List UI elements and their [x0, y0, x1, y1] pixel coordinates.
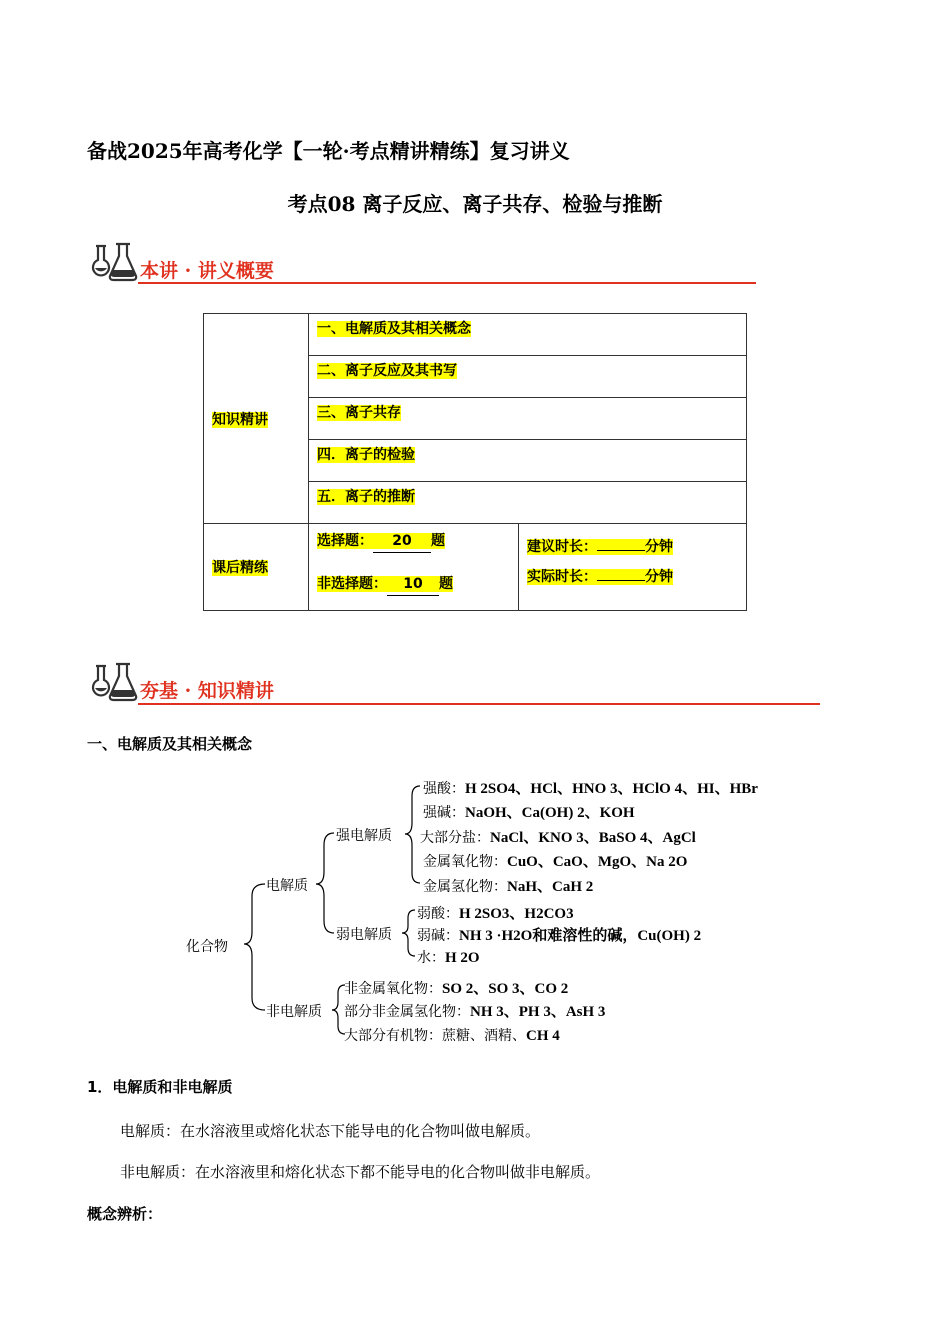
tree-leaf: 非金属氧化物：SO 2、SO 3、CO 2 — [344, 981, 569, 997]
tree-leaf: 部分非金属氢化物：NH 3、PH 3、AsH 3 — [344, 1004, 606, 1020]
topic-title: 考点08 离子反应、离子共存、检验与推断 — [287, 192, 663, 216]
tree-weak: 弱电解质 — [336, 927, 392, 943]
tree-strong: 强电解质 — [336, 828, 392, 844]
section-banner-outline: 本讲 · 讲义概要 — [140, 260, 274, 282]
topic-item: 一、电解质及其相关概念 — [309, 314, 747, 356]
definition-electrolyte: 电解质：在水溶液里或熔化状态下能导电的化合物叫做电解质。 — [120, 1122, 541, 1140]
section-heading: 一、电解质及其相关概念 — [87, 735, 253, 753]
topic-item: 二、离子反应及其书写 — [309, 356, 747, 398]
time-fields: 建议时长： 分钟 实际时长： 分钟 — [519, 524, 747, 611]
tree-leaf: 大部分有机物：蔗糖、酒精、CH 4 — [344, 1028, 560, 1044]
outline-row-label: 知识精讲 — [204, 314, 309, 524]
section-banner-knowledge: 夯基 · 知识精讲 — [140, 680, 274, 702]
tree-leaf: 金属氧化物：CuO、CaO、MgO、Na 2O — [423, 854, 688, 870]
tree-leaf: 水：H 2O — [417, 950, 480, 966]
tree-leaf: 弱酸：H 2SO3、H2CO3 — [417, 906, 574, 922]
definition-nonelectrolyte: 非电解质：在水溶液里和熔化状态下都不能导电的化合物叫做非电解质。 — [120, 1163, 601, 1181]
tree-leaf: 强碱：NaOH、Ca(OH) 2、KOH — [423, 805, 635, 821]
tree-nonelectrolyte: 非电解质 — [266, 1004, 322, 1020]
tree-leaf: 强酸：H 2SO4、HCl、HNO 3、HClO 4、HI、HBr — [423, 781, 758, 797]
tree-leaf: 金属氢化物：NaH、CaH 2 — [423, 879, 594, 895]
subsection-heading: 1．电解质和非电解质 — [87, 1078, 233, 1096]
topic-item: 五．离子的推断 — [309, 482, 747, 524]
concept-analysis-heading: 概念辨析： — [87, 1205, 163, 1223]
tree-leaf: 弱碱：NH 3 ·H2O和难溶性的碱，Cu(OH) 2 — [417, 928, 702, 944]
tree-root: 化合物 — [186, 939, 228, 955]
tree-leaf: 大部分盐：NaCl、KNO 3、BaSO 4、AgCl — [420, 830, 696, 846]
document-title: 备战2025年高考化学【一轮·考点精讲精练】复习讲义 — [87, 139, 570, 163]
exercise-counts: 选择题： 20 题 非选择题： 10 题 — [309, 524, 519, 611]
topic-item: 四．离子的检验 — [309, 440, 747, 482]
topic-item: 三、离子共存 — [309, 398, 747, 440]
outline-row-label: 课后精练 — [204, 524, 309, 611]
tree-electrolyte: 电解质 — [266, 878, 308, 894]
